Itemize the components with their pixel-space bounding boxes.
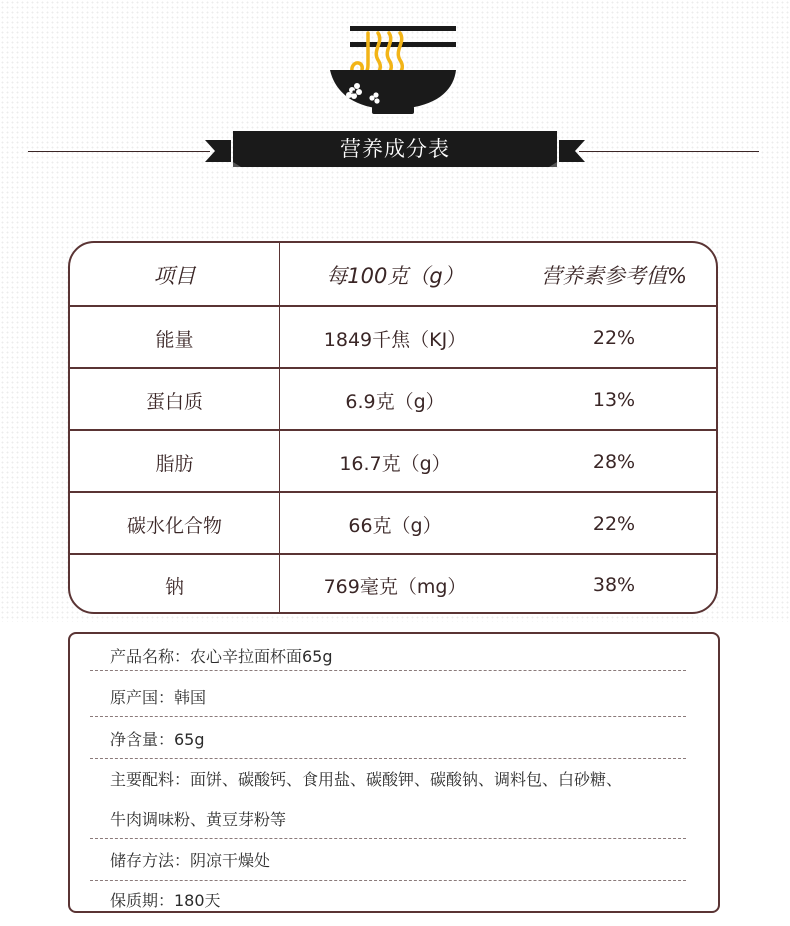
nutrient-nrv: 28% — [592, 451, 636, 473]
dashed-divider — [90, 670, 686, 671]
table-row — [70, 369, 716, 431]
nutrient-nrv: 22% — [592, 513, 636, 535]
table-row — [70, 493, 716, 555]
header-item: 项目 — [153, 263, 196, 288]
net-content: 净含量：65g — [110, 730, 205, 749]
title-rule-right — [579, 151, 759, 152]
nutrient-amount: 1849千焦（KJ） — [323, 328, 467, 351]
page-title: 营养成分表 — [340, 137, 450, 161]
table-header-row — [70, 243, 716, 306]
origin-country: 原产国：韩国 — [110, 688, 207, 707]
product-name: 产品名称：农心辛拉面杯面65g — [110, 647, 333, 666]
dashed-divider — [90, 880, 686, 881]
nutrition-table — [68, 241, 718, 614]
table-row — [70, 554, 716, 614]
title-rule-left — [28, 151, 210, 152]
nutrient-nrv: 38% — [592, 574, 636, 596]
product-info-box — [68, 632, 720, 913]
nutrient-amount: 16.7克（g） — [339, 452, 451, 475]
nutrient-amount: 769毫克（mg） — [323, 575, 467, 598]
nutrient-amount: 6.9克（g） — [345, 390, 445, 413]
shelf-life: 保质期：180天 — [110, 891, 221, 910]
nutrient-name: 碳水化合物 — [126, 514, 222, 537]
dashed-divider — [90, 758, 686, 759]
nutrient-name: 脂肪 — [155, 452, 194, 475]
dashed-divider — [90, 838, 686, 839]
nutrient-name: 蛋白质 — [145, 390, 203, 413]
noodle-bowl-icon — [328, 20, 463, 120]
ingredients-line-1: 主要配料：面饼、碳酸钙、食用盐、碳酸钾、碳酸钠、调料包、白砂糖、 — [110, 770, 623, 789]
dashed-divider — [90, 716, 686, 717]
nutrient-nrv: 22% — [592, 327, 636, 349]
storage-method: 储存方法：阴凉干燥处 — [110, 851, 271, 870]
nutrient-nrv: 13% — [592, 389, 636, 411]
nutrient-name: 钠 — [164, 575, 184, 598]
ingredients-line-2: 牛肉调味粉、黄豆芽粉等 — [110, 810, 287, 829]
nutrient-name: 能量 — [155, 328, 194, 351]
nutrient-amount: 66克（g） — [348, 514, 442, 537]
header-nrv: 营养素参考值% — [541, 263, 687, 288]
table-row — [70, 307, 716, 369]
header-per-100g: 每100克（g） — [326, 263, 464, 288]
table-row — [70, 431, 716, 493]
